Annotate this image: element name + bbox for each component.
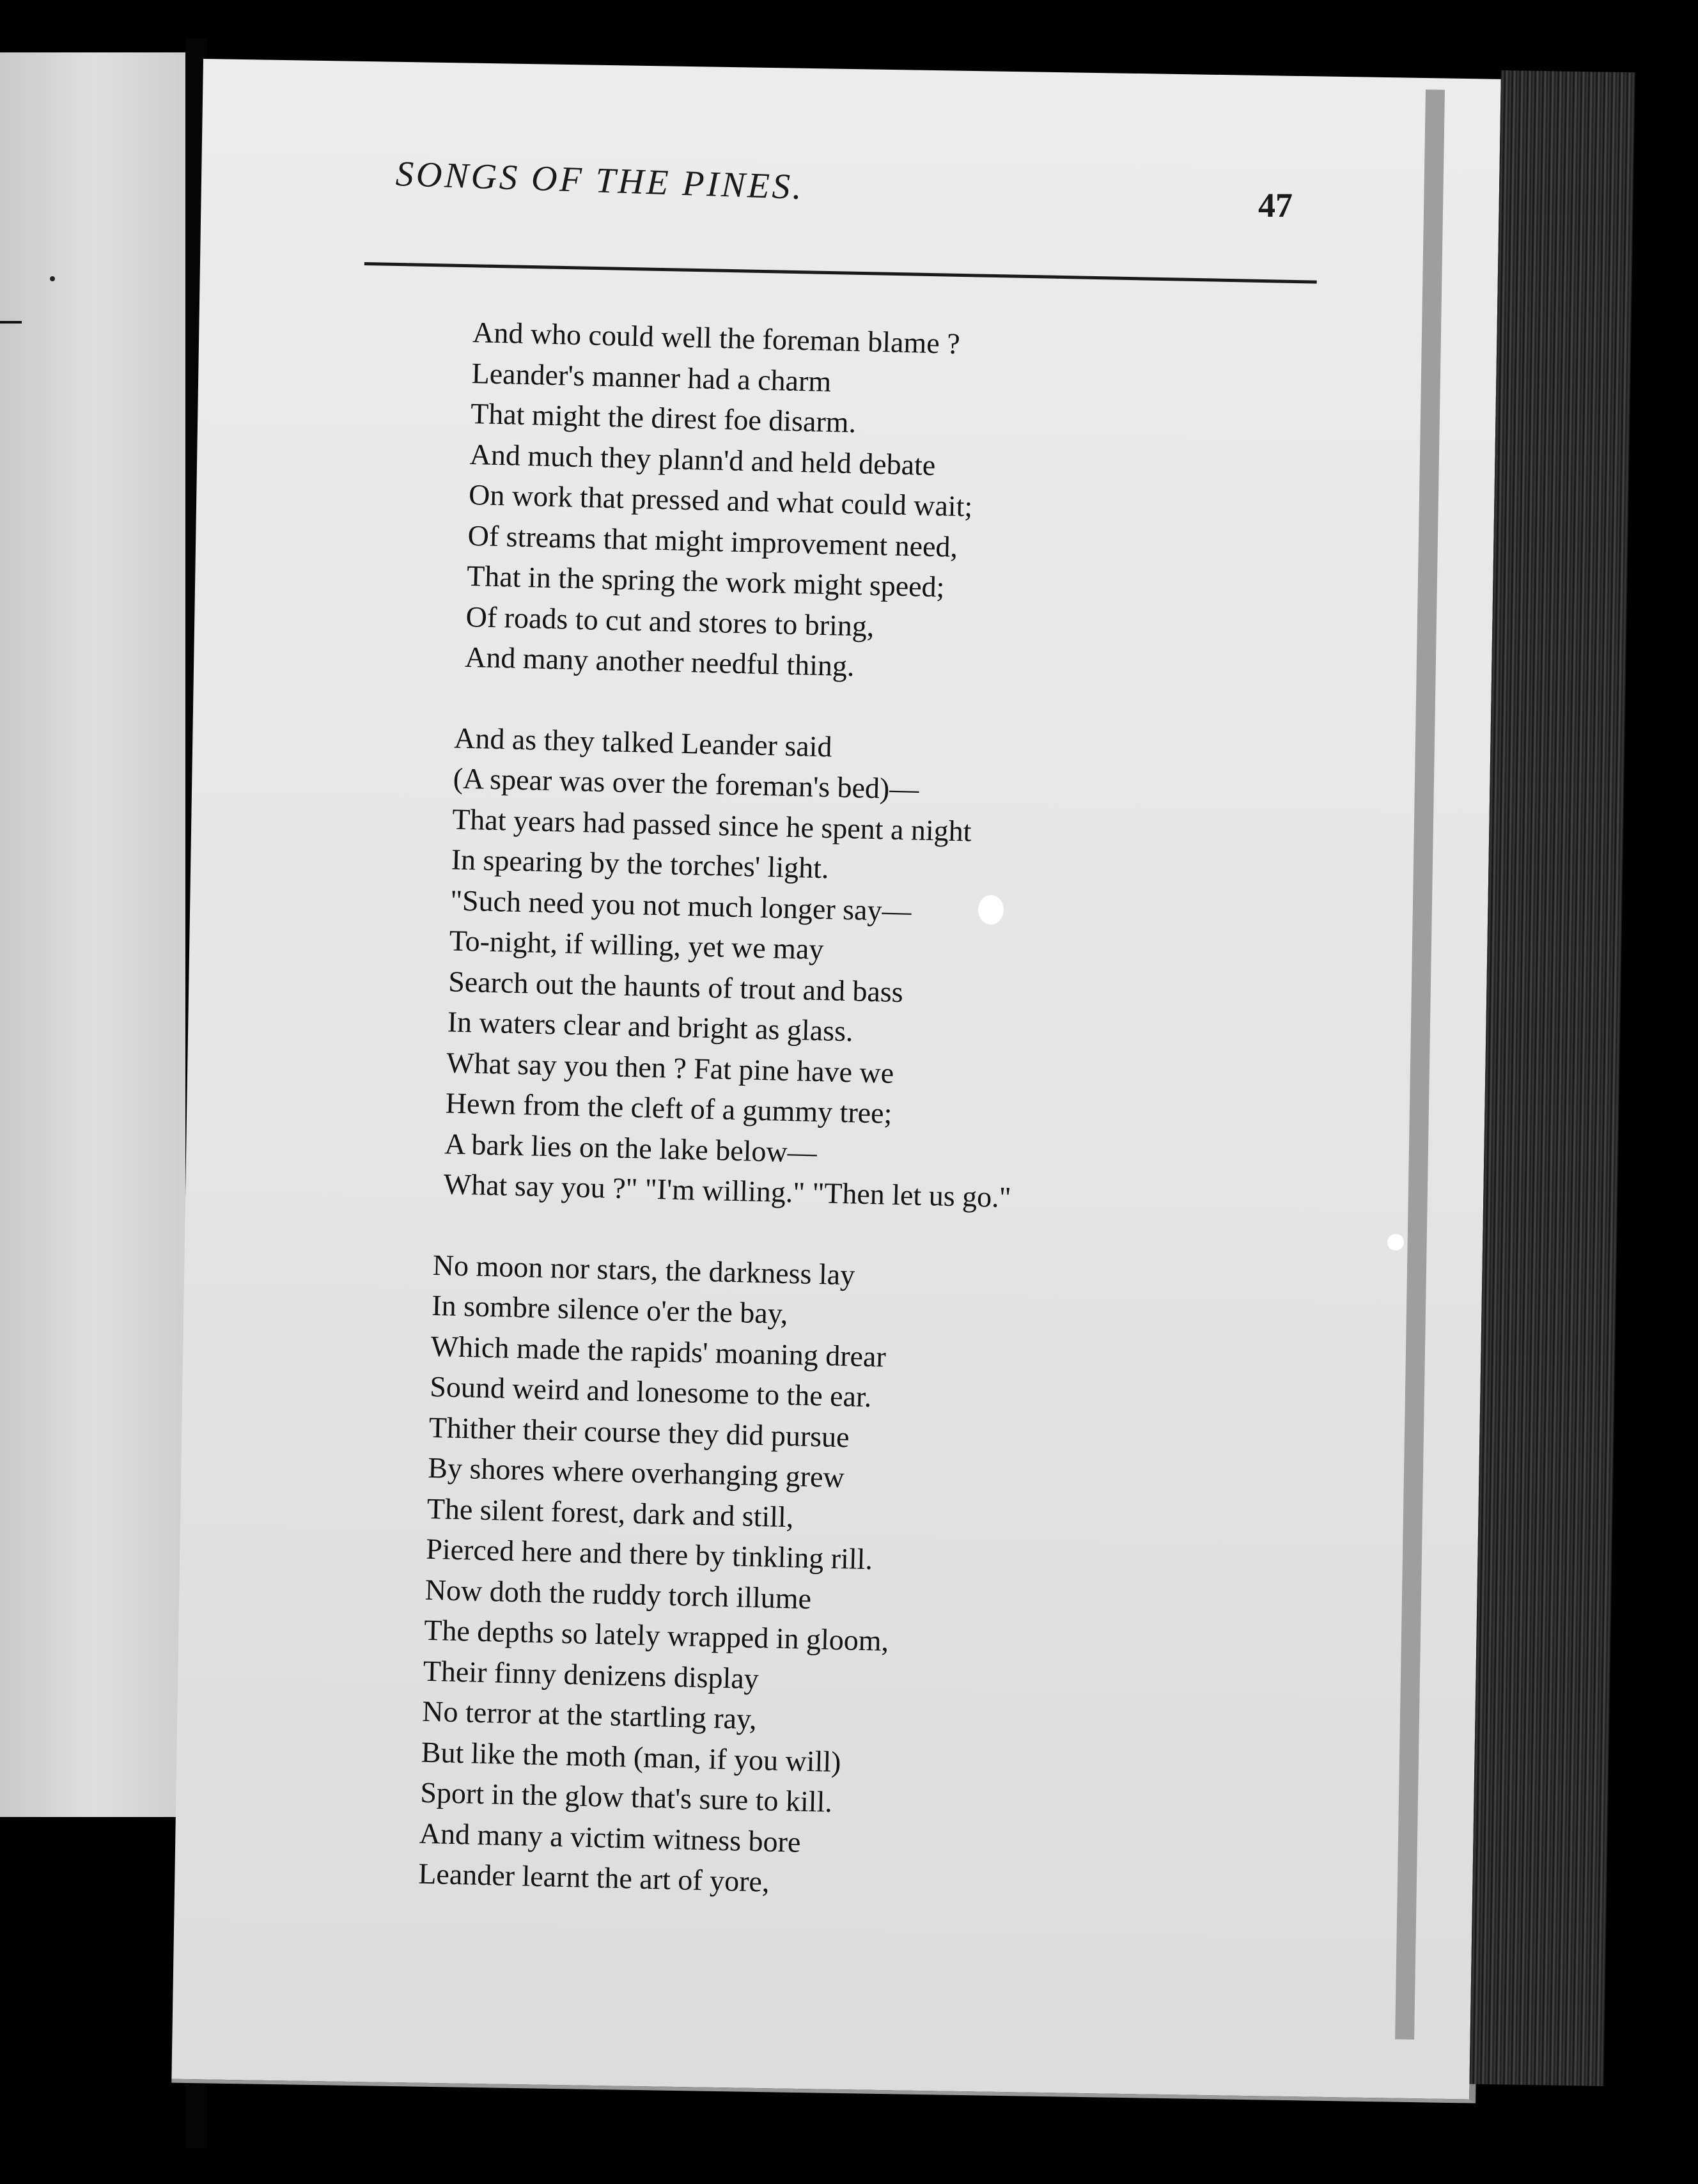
running-head: SONGS OF THE PINES. (394, 153, 805, 208)
poem-line: In sombre silence o'er the bay, (431, 1288, 788, 1330)
poem-line: Pierced here and there by tinkling rill. (425, 1532, 873, 1576)
poem-line: That years had passed since he spent a night (451, 802, 972, 848)
poem-line: And who could well the foreman blame ? (472, 315, 961, 360)
page-number: 47 (1258, 186, 1293, 224)
poem-line: And many another needful thing. (464, 640, 855, 683)
poem-body (417, 312, 1367, 1956)
poem-line: No terror at the startling ray, (421, 1694, 758, 1736)
stanza (465, 312, 1368, 698)
poem-line: In waters clear and bright as glass. (447, 1005, 854, 1048)
scan-speck (1387, 1234, 1404, 1251)
poem-line: And many a victim witness bore (419, 1816, 801, 1859)
ink-speck (50, 276, 55, 281)
poem-line: Sound weird and lonesome to the ear. (429, 1369, 872, 1414)
poem-line: That in the spring the work might speed; (466, 559, 946, 604)
poem-line: What say you ?" "I'm willing." "Then let us go." (443, 1167, 1012, 1214)
facing-page-rule (0, 321, 22, 324)
poem-line: The silent forest, dark and still, (426, 1492, 794, 1533)
poem-line: And as they talked Leander said (453, 721, 833, 763)
poem-line: Hewn from the cleft of a gummy tree; (445, 1086, 892, 1130)
poem-line: Leander's manner had a charm (471, 356, 832, 398)
poem-line: That might the direst foe disarm. (470, 396, 857, 439)
poem-line: And much they plann'd and held debate (469, 437, 936, 481)
poem-line: On work that pressed and what could wait; (468, 478, 973, 523)
poem-line: Leander learnt the art of yore, (417, 1857, 770, 1898)
poem-line: Sport in the glow that's sure to kill. (419, 1775, 833, 1818)
poem-line: In spearing by the torches' light. (451, 843, 830, 885)
poem-line: Which made the rapids' moaning drear (430, 1329, 887, 1373)
poem-line: By shores where overhanging grew (427, 1451, 845, 1494)
poem-line: Now doth the ruddy torch illume (424, 1573, 812, 1615)
poem-line: To-night, if willing, yet we may (449, 924, 825, 966)
poem-line: Of roads to cut and stores to bring, (465, 600, 875, 643)
poem-line: What say you then ? Fat pine have we (446, 1045, 894, 1089)
stanza (418, 1244, 1346, 1915)
facing-page-edge (0, 52, 185, 1817)
poem-line: No moon nor stars, the darkness lay (432, 1248, 855, 1291)
stanza (443, 717, 1359, 1226)
poem-line: But like the moth (man, if you will) (421, 1735, 842, 1778)
poem-line: Their finny denizens display (423, 1654, 759, 1695)
poem-line: A bark lies on the lake below— (444, 1127, 818, 1169)
poem-line: Of streams that might improvement need, (467, 519, 958, 563)
scan-speck (978, 895, 1004, 924)
poem-line: (A spear was over the foreman's bed)— (453, 761, 919, 806)
poem-line: Search out the haunts of trout and bass (448, 964, 904, 1008)
poem-line: Thither their course they did pursue (428, 1410, 850, 1453)
poem-line: "Such need you not much longer say— (449, 883, 912, 927)
poem-line: The depths so lately wrapped in gloom, (423, 1613, 889, 1657)
